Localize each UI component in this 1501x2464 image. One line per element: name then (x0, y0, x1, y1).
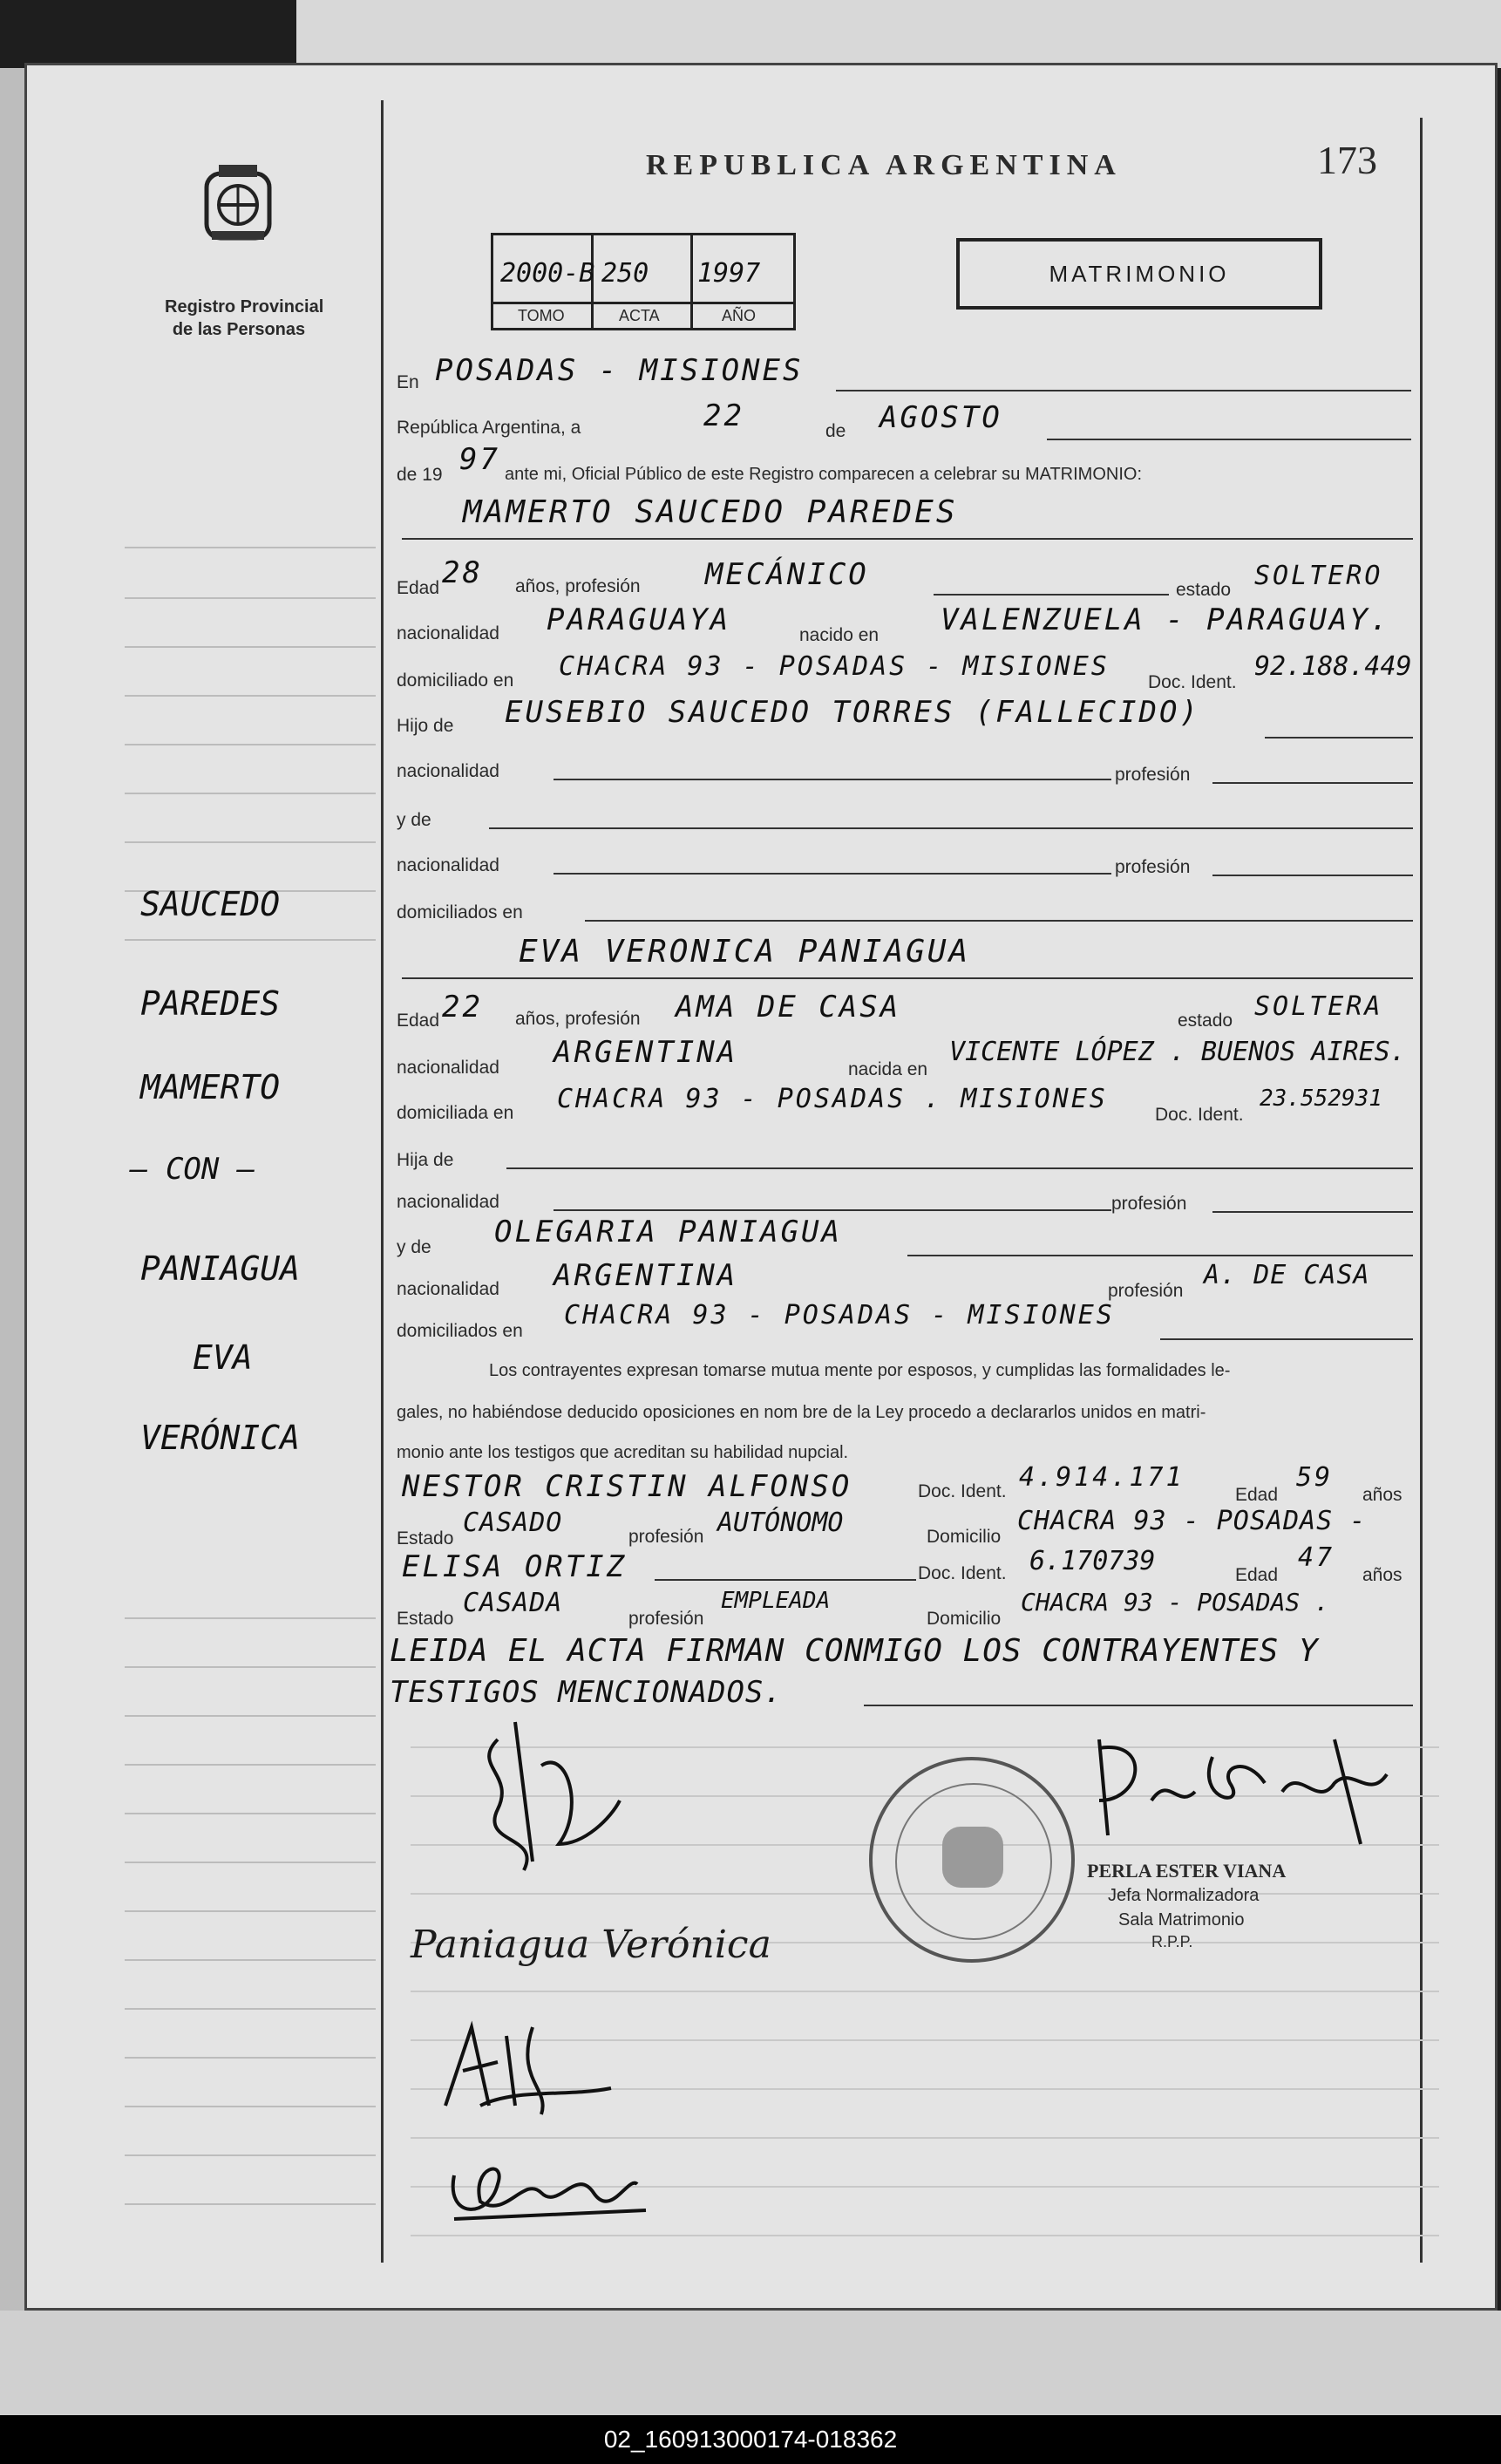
label-edad-w1: Edad (1235, 1485, 1279, 1505)
groom-status: SOLTERO (1254, 561, 1383, 591)
margin-line-7: VERÓNICA (140, 1419, 301, 1457)
label-profesion-mother: profesión (1108, 1281, 1184, 1301)
label-edad-groom: Edad (397, 578, 440, 598)
registry-name-line2: de las Personas (172, 320, 306, 339)
ano-value: 1997 (697, 258, 761, 289)
bride-mother: OLEGARIA PANIAGUA (494, 1215, 842, 1249)
label-edad-w2: Edad (1235, 1565, 1279, 1585)
margin-divider-line (381, 100, 384, 2263)
official-abbr: R.P.P. (1151, 1933, 1193, 1950)
label-hija-de: Hija de (397, 1150, 454, 1170)
place-value: POSADAS - MISIONES (435, 353, 804, 388)
label-edad-bride: Edad (397, 1011, 440, 1031)
label-anos-w2: años (1362, 1565, 1403, 1585)
official-seal (869, 1757, 1075, 1963)
witness2-doc: 6.170739 (1029, 1546, 1156, 1576)
label-doc-ident-w1: Doc. Ident. (918, 1481, 1007, 1501)
label-profesion-father: profesión (1111, 1194, 1187, 1214)
certificate-page (24, 63, 1498, 2311)
label-nacionalidad-father: nacionalidad (397, 1192, 499, 1212)
groom-birthplace: VALENZUELA - PARAGUAY. (941, 602, 1391, 637)
bride-mother-nationality: ARGENTINA (554, 1258, 738, 1293)
legal-text-line3: monio ante los testigos que acreditan su habilidad nupcial. (397, 1443, 849, 1462)
official-office: Sala Matrimonio (1118, 1910, 1245, 1930)
registry-box (491, 233, 796, 330)
witness1-age: 59 (1296, 1462, 1334, 1493)
witness1-name: NESTOR CRISTIN ALFONSO (402, 1469, 852, 1504)
label-estado-groom: estado (1176, 580, 1232, 600)
official-name: PERLA ESTER VIANA (1087, 1860, 1287, 1882)
tomo-label: TOMO (518, 307, 565, 324)
footer-bar (0, 2415, 1501, 2464)
label-nacida-en: nacida en (848, 1059, 928, 1079)
label-republica: República Argentina, a (397, 418, 581, 438)
margin-line-3: MAMERTO (140, 1068, 281, 1106)
label-profesion-parent2: profesión (1115, 857, 1191, 877)
groom-nationality: PARAGUAYA (547, 602, 731, 637)
doc-type-box: MATRIMONIO (956, 238, 1322, 310)
groom-name: MAMERTO SAUCEDO PAREDES (463, 494, 958, 530)
label-nacido-en: nacido en (799, 625, 880, 645)
groom-profession: MECÁNICO (705, 557, 869, 592)
margin-line-6: EVA (193, 1338, 253, 1377)
label-de19: de 19 (397, 465, 443, 485)
bride-parents-address: CHACRA 93 - POSADAS - MISIONES (564, 1300, 1115, 1331)
right-border-line (1420, 118, 1423, 2263)
legal-text-line1: Los contrayentes expresan tomarse mutua mente por esposos, y cumplidas las formalidades le- (489, 1361, 1231, 1380)
groom-age: 28 (442, 555, 483, 590)
file-id: 02_160913000174-018362 (603, 2426, 898, 2453)
label-anos-w1: años (1362, 1485, 1403, 1505)
label-domiciliados-en-groom: domiciliados en (397, 902, 523, 922)
closing-line2: TESTIGOS MENCIONADOS. (390, 1675, 783, 1710)
label-nacionalidad-mother: nacionalidad (397, 1279, 499, 1299)
label-de-month: de (825, 421, 846, 441)
label-doc-ident-w2: Doc. Ident. (918, 1563, 1007, 1583)
tomo-value: 2000-B (500, 258, 595, 289)
year-value: 97 (459, 442, 500, 477)
closing-line1: LEIDA EL ACTA FIRMAN CONMIGO LOS CONTRAYENTES Y (390, 1633, 1319, 1669)
label-estado-w2: Estado (397, 1609, 454, 1629)
witness1-status: CASADO (463, 1508, 563, 1538)
bride-age: 22 (442, 990, 483, 1024)
witness2-age: 47 (1298, 1542, 1335, 1573)
bride-mother-profession: A. DE CASA (1204, 1260, 1370, 1290)
label-profesion-w2: profesión (628, 1609, 704, 1629)
witness2-profession: EMPLEADA (721, 1588, 831, 1614)
label-profesion-parent: profesión (1115, 765, 1191, 785)
witness2-status: CASADA (463, 1588, 563, 1618)
bride-nationality: ARGENTINA (554, 1035, 738, 1070)
groom-parent: EUSEBIO SAUCEDO TORRES (FALLECIDO) (505, 695, 1200, 730)
label-domiciliado-en: domiciliado en (397, 670, 514, 691)
label-estado-bride: estado (1178, 1011, 1233, 1031)
coat-of-arms-icon (200, 161, 276, 245)
label-nacionalidad-parent2: nacionalidad (397, 855, 499, 875)
label-hijo-de: Hijo de (397, 716, 454, 736)
bride-status: SOLTERA (1254, 991, 1383, 1022)
acta-value: 250 (601, 258, 649, 289)
label-comparecen: ante mi, Oficial Público de este Registro comparecen a celebrar su MATRIMONIO: (505, 465, 1143, 484)
label-domicilio-w1: Domicilio (927, 1527, 1002, 1547)
witness1-address: CHACRA 93 - POSADAS - (1017, 1506, 1367, 1536)
label-domiciliada-en: domiciliada en (397, 1103, 514, 1123)
groom-address: CHACRA 93 - POSADAS - MISIONES (559, 651, 1110, 682)
label-nacionalidad-bride: nacionalidad (397, 1058, 499, 1078)
label-profesion-w1: profesión (628, 1527, 704, 1547)
label-profesion-groom: años, profesión (515, 576, 641, 596)
country-header: REPUBLICA ARGENTINA (646, 149, 1122, 181)
witness1-profession: AUTÓNOMO (717, 1508, 844, 1538)
witness1-doc: 4.914.171 (1019, 1462, 1185, 1493)
bride-doc: 23.552931 (1260, 1086, 1382, 1112)
label-domicilio-w2: Domicilio (927, 1609, 1002, 1629)
witness2-name: ELISA ORTIZ (402, 1549, 628, 1584)
witness2-address: CHACRA 93 - POSADAS . (1021, 1588, 1330, 1617)
witness1-signature-icon (428, 2010, 620, 2123)
bride-profession: AMA DE CASA (676, 990, 901, 1024)
margin-line-1: SAUCEDO (140, 885, 281, 923)
groom-doc: 92.188.449 (1254, 651, 1412, 682)
label-nacionalidad-parent: nacionalidad (397, 761, 499, 781)
bottom-background (0, 2311, 1501, 2415)
label-y-de-bride: y de (397, 1237, 431, 1257)
label-estado-w1: Estado (397, 1528, 454, 1549)
day-value: 22 (703, 398, 744, 433)
label-doc-ident-groom: Doc. Ident. (1148, 672, 1237, 692)
label-nacionalidad-groom: nacionalidad (397, 623, 499, 643)
ano-label: AÑO (722, 307, 757, 324)
label-profesion-bride: años, profesión (515, 1009, 641, 1029)
registry-name-line1: Registro Provincial (165, 297, 324, 317)
label-domiciliados-en-bride: domiciliados en (397, 1321, 523, 1341)
bride-birthplace: VICENTE LÓPEZ . BUENOS AIRES. (949, 1037, 1406, 1067)
witness2-signature-icon (437, 2141, 655, 2236)
legal-text-line2: gales, no habiéndose deducido oposiciones en nom bre de la Ley procedo a declararlos unidos en matri- (397, 1403, 1206, 1422)
label-en: En (397, 372, 419, 392)
official-title: Jefa Normalizadora (1108, 1886, 1260, 1905)
book-spine (0, 68, 24, 2335)
acta-label: ACTA (619, 307, 660, 324)
page-number: 173 (1317, 138, 1377, 182)
margin-line-2: PAREDES (140, 984, 281, 1023)
margin-line-5: PANIAGUA (140, 1249, 301, 1288)
month-value: AGOSTO (880, 400, 1002, 435)
bride-signature: Paniagua Verónica (411, 1923, 771, 1967)
label-doc-ident-bride: Doc. Ident. (1155, 1105, 1244, 1125)
bride-address: CHACRA 93 - POSADAS . MISIONES (557, 1084, 1108, 1114)
groom-signature-icon (463, 1713, 628, 1905)
official-signature-icon (1073, 1722, 1422, 1862)
label-y-de-groom: y de (397, 810, 431, 830)
bride-name: EVA VERONICA PANIAGUA (519, 934, 971, 970)
margin-line-4: — CON — (130, 1152, 255, 1187)
page-top-edge (296, 0, 1501, 68)
